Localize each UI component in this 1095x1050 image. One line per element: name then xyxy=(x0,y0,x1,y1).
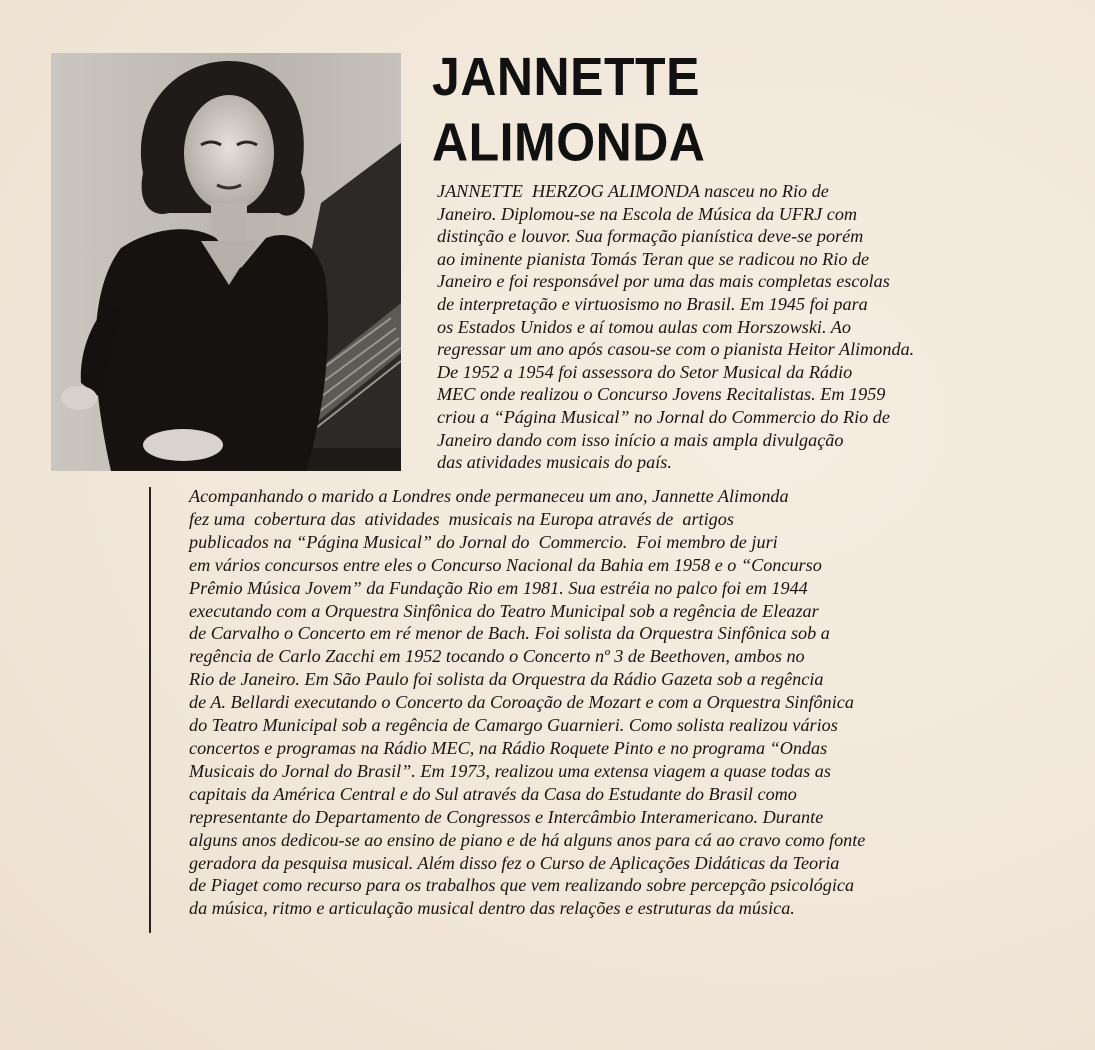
text-line: em vários concursos entre eles o Concurso Nacional da Bahia em 1958 e o “Concurso xyxy=(189,554,822,575)
biography-paragraph-1 xyxy=(437,180,1037,474)
text-line: criou a “Página Musical” no Jornal do Commercio do Rio de xyxy=(437,406,890,427)
title-line-1: JANNETTE xyxy=(432,46,700,107)
text-line: regressar um ano após casou-se com o pianista Heitor Alimonda. xyxy=(437,339,915,360)
text-line: alguns anos dedicou-se ao ensino de piano e de há alguns anos para cá ao cravo como fonte xyxy=(189,829,866,850)
text-line: das atividades musicais do país. xyxy=(437,452,672,473)
text-line: executando com a Orquestra Sinfônica do Teatro Municipal sob a regência de Eleazar xyxy=(189,600,819,621)
title-line-2: ALIMONDA xyxy=(432,112,706,173)
text-line: da música, ritmo e articulação musical dentro das relações e estruturas da música. xyxy=(189,898,795,919)
text-line: De 1952 a 1954 foi assessora do Setor Musical da Rádio xyxy=(437,361,853,382)
portrait-photo-woman-at-piano-icon xyxy=(51,53,401,471)
text-line: MEC onde realizou o Concurso Jovens Recitalistas. Em 1959 xyxy=(437,384,886,405)
text-line: capitais da América Central e do Sul através da Casa do Estudante do Brasil como xyxy=(189,783,797,804)
text-line: do Teatro Municipal sob a regência de Camargo Guarnieri. Como solista realizou vários xyxy=(189,715,838,736)
text-line: regência de Carlo Zacchi em 1952 tocando o Concerto nº 3 de Beethoven, ambos no xyxy=(189,646,805,667)
text-line: JANNETTE HERZOG ALIMONDA nasceu no Rio de xyxy=(437,181,829,201)
text-line: Janeiro. Diplomou-se na Escola de Música da UFRJ com xyxy=(437,203,858,224)
text-line: Acompanhando o marido a Londres onde permaneceu um ano, Jannette Alimonda xyxy=(189,486,789,506)
text-line: ao iminente pianista Tomás Teran que se radicou no Rio de xyxy=(437,248,870,269)
portrait-photo xyxy=(51,53,401,471)
text-line: publicados na “Página Musical” do Jornal do Commercio. Foi membro de juri xyxy=(189,531,778,552)
text-line: Janeiro e foi responsável por uma das mais completas escolas xyxy=(437,271,890,292)
text-line: Janeiro dando com isso início a mais ampla divulgação xyxy=(437,429,844,450)
text-line: de Piaget como recurso para os trabalhos que vem realizando sobre percepção psicológica xyxy=(189,875,855,896)
page-title xyxy=(432,44,705,176)
biography-paragraph-2 xyxy=(189,485,1069,920)
text-line: Musicais do Jornal do Brasil”. Em 1973, realizou uma extensa viagem a quase todas as xyxy=(189,760,831,781)
text-line: os Estados Unidos e aí tomou aulas com Horszowski. Ao xyxy=(437,316,851,337)
text-line: de A. Bellardi executando o Concerto da Coroação de Mozart e com a Orquestra Sinfônica xyxy=(189,692,854,713)
margin-rule xyxy=(149,487,151,933)
text-line: representante do Departamento de Congressos e Intercâmbio Interamericano. Durante xyxy=(189,806,824,827)
text-line: Rio de Janeiro. Em São Paulo foi solista da Orquestra da Rádio Gazeta sob a regência xyxy=(189,669,824,690)
text-line: de Carvalho o Concerto em ré menor de Bach. Foi solista da Orquestra Sinfônica sob a xyxy=(189,623,830,644)
text-line: geradora da pesquisa musical. Além disso fez o Curso de Aplicações Didáticas da Teoria xyxy=(189,852,840,873)
text-line: concertos e programas na Rádio MEC, na Rádio Roquete Pinto e no programa “Ondas xyxy=(189,737,828,758)
text-line: fez uma cobertura das atividades musicais na Europa através de artigos xyxy=(189,508,734,529)
text-line: distinção e louvor. Sua formação pianística deve-se porém xyxy=(437,226,864,247)
text-line: Prêmio Música Jovem” da Fundação Rio em 1981. Sua estréia no palco foi em 1944 xyxy=(189,577,808,598)
text-line: de interpretação e virtuosismo no Brasil. Em 1945 foi para xyxy=(437,293,868,314)
